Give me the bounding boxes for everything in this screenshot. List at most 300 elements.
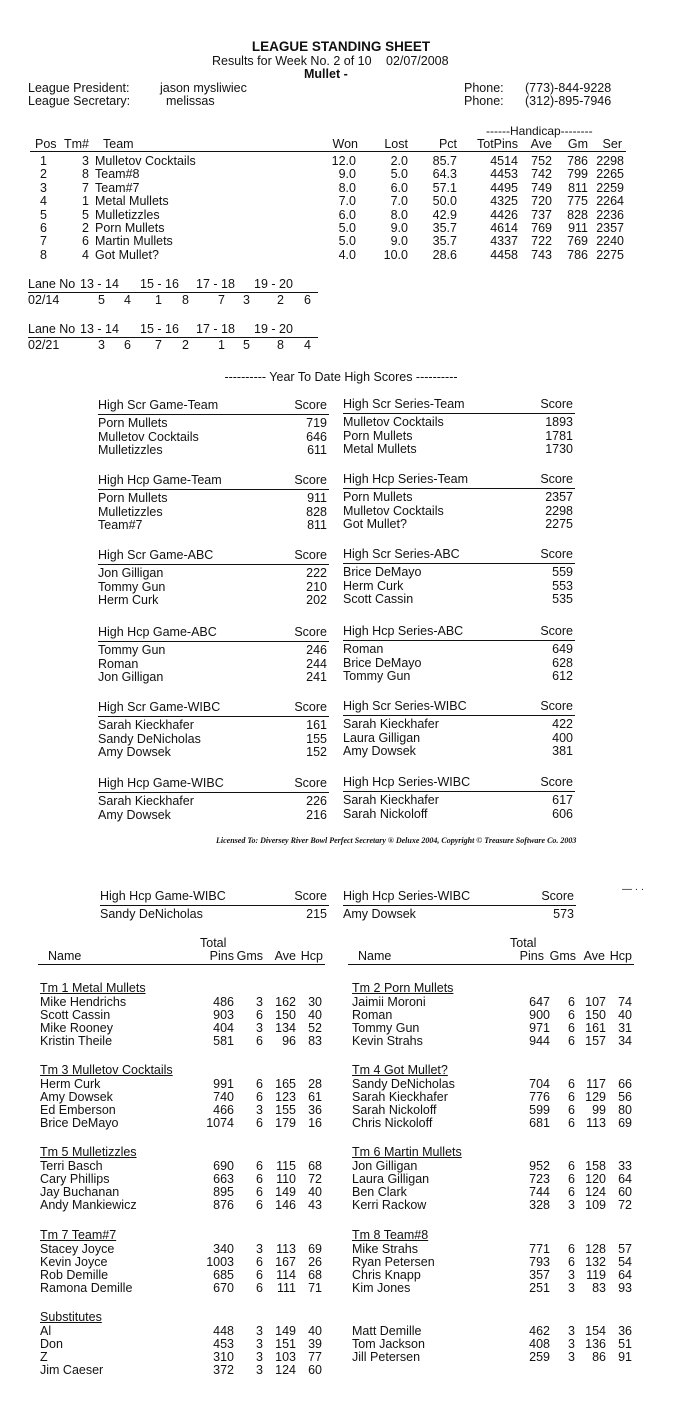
right-player-stat: 69 xyxy=(618,1116,632,1130)
secretary-label: League Secretary: xyxy=(28,94,131,108)
right-player-name: Matt Demille xyxy=(352,1324,422,1338)
right-player-stat: 124 xyxy=(585,1185,606,1199)
left-player-stat: 149 xyxy=(275,1185,296,1199)
right-player-stat: 6 xyxy=(568,1159,575,1173)
ytd-score-label: Score xyxy=(540,699,573,713)
left-player-stat: 3 xyxy=(256,1324,263,1338)
lane-no-label: Lane No xyxy=(28,277,76,291)
ytd-score: 628 xyxy=(552,655,573,670)
standings-pos: 7 xyxy=(40,234,47,249)
ytd-name: Herm Curk xyxy=(343,578,404,593)
ytd-name: Brice DeMayo xyxy=(343,655,422,670)
ytd-title: ---------- Year To Date High Scores ---------- xyxy=(224,370,458,384)
ytd-title-right: High Scr Series-WIBC xyxy=(343,699,467,713)
ytd-title-right: High Scr Series-Team xyxy=(343,397,465,411)
right-player-stat: 119 xyxy=(586,1268,606,1282)
right-player-name: Mike Strahs xyxy=(352,1242,418,1256)
right-player-name: Sarah Kieckhafer xyxy=(352,1090,448,1104)
lane-team: 3 xyxy=(243,293,250,307)
left-player-name: Stacey Joyce xyxy=(40,1242,115,1256)
right-player-name: Kevin Strahs xyxy=(352,1034,423,1048)
standings-cell: 2240 xyxy=(596,234,624,249)
ytd-rule xyxy=(98,414,329,415)
standings-cell: 799 xyxy=(567,167,588,182)
left-player-stat: 581 xyxy=(213,1034,234,1048)
ytd-score-label: Score xyxy=(540,624,573,638)
left-player-stat: 6 xyxy=(256,1077,263,1091)
standings-cell: 752 xyxy=(531,154,552,168)
ytd-rule xyxy=(98,564,329,565)
standings-team-num: 7 xyxy=(82,180,89,195)
ytd-name: Mulletov Cocktails xyxy=(343,503,444,518)
left-player-stat: 685 xyxy=(213,1268,234,1282)
ytd-score: 202 xyxy=(306,593,327,608)
right-player-stat: 681 xyxy=(529,1116,550,1130)
left-name-header: Name xyxy=(48,949,82,963)
right-player-stat: 704 xyxy=(529,1077,550,1091)
right-player-name: Ben Clark xyxy=(352,1185,407,1199)
left-player-stat: 115 xyxy=(276,1159,296,1173)
phone-label-1: Phone: xyxy=(464,81,504,95)
page-mark: — · · xyxy=(622,884,645,895)
right-player-stat: 6 xyxy=(568,1255,575,1269)
standings-team-name: Porn Mullets xyxy=(95,221,165,235)
ytd-score-label: Score xyxy=(540,775,573,789)
standings-team-num: 5 xyxy=(82,207,89,222)
ytd-score-label: Score xyxy=(294,548,327,562)
left-player-stat: 40 xyxy=(308,1324,322,1338)
lane-date: 02/21 xyxy=(28,338,60,352)
right-player-stat: 93 xyxy=(618,1281,632,1295)
league-name: Mullet - xyxy=(304,67,348,81)
right-player-name: Laura Gilligan xyxy=(352,1172,430,1186)
left-player-name: Rob Demille xyxy=(40,1268,109,1282)
handicap-label: ------Handicap-------- xyxy=(486,124,593,138)
right-player-stat: 154 xyxy=(585,1324,606,1338)
left-player-stat: 991 xyxy=(213,1077,234,1091)
left-player-name: Kristin Theile xyxy=(40,1034,113,1048)
left-gms-header: Gms xyxy=(236,949,263,963)
right-player-stat: 36 xyxy=(618,1324,632,1338)
left-player-stat: 28 xyxy=(308,1077,322,1091)
right-player-stat: 723 xyxy=(529,1172,550,1186)
ytd-score-label: Score xyxy=(294,625,327,639)
standings-cell: 35.7 xyxy=(432,221,457,235)
left-player-stat: 6 xyxy=(256,1281,263,1295)
lane-pair-header: 17 - 18 xyxy=(196,277,235,291)
standings-team-num: 6 xyxy=(82,234,89,249)
left-player-name: Cary Phillips xyxy=(40,1172,110,1186)
right-player-stat: 54 xyxy=(618,1255,632,1269)
standings-cell: 737 xyxy=(531,207,552,222)
ytd-name: Jon Gilligan xyxy=(98,566,164,580)
right-team-title: Tm 4 Got Mullet? xyxy=(352,1063,448,1077)
right-team-title: Tm 6 Martin Mullets xyxy=(352,1145,462,1159)
standings-cell: 2264 xyxy=(596,194,624,209)
right-player-name: Tommy Gun xyxy=(352,1021,420,1035)
left-player-stat: 69 xyxy=(308,1242,322,1256)
left-player-stat: 670 xyxy=(213,1281,234,1295)
lane-team: 3 xyxy=(98,338,105,352)
lane-team: 6 xyxy=(124,338,131,352)
right-player-stat: 357 xyxy=(529,1268,550,1282)
right-team-title: Tm 2 Porn Mullets xyxy=(352,981,454,995)
ytd-score: 2357 xyxy=(545,490,573,504)
left-player-stat: 165 xyxy=(275,1077,296,1091)
right-player-stat: 57 xyxy=(618,1242,632,1256)
lane-pair-header: 13 - 14 xyxy=(80,277,119,291)
right-player-stat: 91 xyxy=(618,1350,632,1364)
ytd-title-left: High Scr Game-ABC xyxy=(98,548,214,562)
right-player-stat: 6 xyxy=(568,1008,575,1022)
ytd-name: Amy Dowsek xyxy=(98,745,171,760)
standings-cell: 64.3 xyxy=(432,167,457,182)
ytd-score: 535 xyxy=(552,592,573,607)
ytd-name: Herm Curk xyxy=(98,593,159,608)
left-player-stat: 1074 xyxy=(206,1116,234,1130)
ytd-name: Sarah Nickoloff xyxy=(343,806,428,821)
standings-cell: 4.0 xyxy=(338,247,356,262)
standings-team-name: Team#7 xyxy=(95,180,140,195)
right-player-stat: 117 xyxy=(586,1077,606,1091)
right-player-name: Sandy DeNicholas xyxy=(352,1077,455,1091)
right-player-stat: 80 xyxy=(618,1103,632,1117)
ytd-score-label: Score xyxy=(294,473,327,487)
right-player-stat: 3 xyxy=(568,1198,575,1212)
standings-cell: 4337 xyxy=(490,234,518,249)
right-player-name: Roman xyxy=(352,1008,393,1022)
ytd-score: 2275 xyxy=(545,517,573,532)
right-player-stat: 6 xyxy=(568,1116,575,1130)
right-player-stat: 944 xyxy=(529,1034,550,1048)
right-player-stat: 6 xyxy=(568,1185,575,1199)
left-player-stat: 6 xyxy=(256,1268,263,1282)
ytd-score: 152 xyxy=(306,745,327,760)
right-player-stat: 64 xyxy=(618,1268,632,1282)
ytd-name: Mulletizzles xyxy=(98,443,163,458)
left-player-name: Mike Rooney xyxy=(40,1021,113,1035)
left-player-stat: 150 xyxy=(275,1008,296,1022)
right-player-stat: 83 xyxy=(592,1281,606,1295)
left-player-stat: 6 xyxy=(256,1185,263,1199)
right-player-stat: 6 xyxy=(568,1103,575,1117)
right-player-stat: 157 xyxy=(585,1034,606,1048)
right-player-stat: 132 xyxy=(585,1255,606,1269)
right-player-stat: 56 xyxy=(618,1090,632,1104)
ytd-score: 611 xyxy=(307,443,327,458)
left-player-name: Jim Caeser xyxy=(40,1363,104,1377)
standings-cell: 5.0 xyxy=(390,167,408,182)
ytd-name: Amy Dowsek xyxy=(98,807,171,822)
right-player-stat: 150 xyxy=(585,1008,606,1022)
left-player-stat: 372 xyxy=(213,1363,234,1377)
ytd-name: Porn Mullets xyxy=(343,428,413,443)
left-player-stat: 96 xyxy=(282,1034,296,1048)
left-player-stat: 3 xyxy=(256,1337,263,1351)
ytd-name: Scott Cassin xyxy=(343,592,414,607)
standings-pos: 4 xyxy=(40,194,47,209)
right-player-stat: 251 xyxy=(529,1281,550,1295)
left-player-stat: 68 xyxy=(308,1159,322,1173)
left-player-stat: 26 xyxy=(308,1255,322,1269)
left-player-stat: 149 xyxy=(275,1324,296,1338)
right-player-stat: 6 xyxy=(568,1242,575,1256)
ytd-score: 646 xyxy=(306,429,327,444)
standings-cell: 2.0 xyxy=(390,154,408,168)
lane-team: 5 xyxy=(243,338,250,352)
ytd-rule xyxy=(343,413,575,414)
right-gms-header: Gms xyxy=(549,949,576,963)
left-player-stat: 72 xyxy=(308,1172,322,1186)
right-player-stat: 3 xyxy=(568,1324,575,1338)
ytd-name: Mulletov Cocktails xyxy=(343,415,444,429)
right-player-name: Chris Knapp xyxy=(352,1268,421,1282)
left-player-name: Z xyxy=(40,1350,48,1364)
right-player-stat: 6 xyxy=(568,1172,575,1186)
right-player-stat: 86 xyxy=(592,1350,606,1364)
right-ave-header: Ave xyxy=(583,949,605,963)
right-player-name: Kim Jones xyxy=(352,1281,411,1295)
lane-team: 2 xyxy=(182,338,189,352)
left-player-stat: 134 xyxy=(275,1021,296,1035)
left-player-name: Scott Cassin xyxy=(40,1008,111,1022)
standings-pos: 1 xyxy=(40,154,47,168)
president-name: jason mysliwiec xyxy=(160,81,247,95)
right-player-stat: 64 xyxy=(618,1172,632,1186)
lane-team: 4 xyxy=(124,293,131,307)
lane-pair-header: 13 - 14 xyxy=(80,322,119,336)
ytd-title-p2-left: High Hcp Game-WIBC xyxy=(100,889,226,903)
right-player-stat: 161 xyxy=(585,1021,606,1035)
right-player-stat: 34 xyxy=(618,1034,632,1048)
left-player-name: Amy Dowsek xyxy=(40,1090,113,1104)
right-player-stat: 6 xyxy=(568,995,575,1009)
right-player-name: Kerri Rackow xyxy=(352,1198,427,1212)
right-player-stat: 971 xyxy=(529,1021,550,1035)
right-player-stat: 107 xyxy=(585,995,606,1009)
ytd-score: 719 xyxy=(306,416,327,430)
lane-pair-header: 19 - 20 xyxy=(254,322,293,336)
ytd-score: 573 xyxy=(553,907,574,921)
ytd-score-label: Score xyxy=(540,547,573,561)
results-date: 02/07/2008 xyxy=(386,54,449,68)
standings-team-name: Team#8 xyxy=(95,167,140,182)
left-player-stat: 6 xyxy=(256,1198,263,1212)
right-player-stat: 462 xyxy=(529,1324,550,1338)
left-player-stat: 71 xyxy=(308,1281,322,1295)
standings-cell: 4453 xyxy=(490,167,518,182)
left-team-title: Tm 7 Team#7 xyxy=(40,1228,117,1242)
col-header-ave: Ave xyxy=(530,137,552,151)
right-player-stat: 72 xyxy=(618,1198,632,1212)
ytd-score: 649 xyxy=(552,642,573,656)
standings-cell: 743 xyxy=(531,247,552,262)
ytd-score-label: Score xyxy=(294,776,327,790)
left-ave-header: Ave xyxy=(274,949,296,963)
left-team-title: Substitutes xyxy=(40,1310,102,1324)
ytd-name: Brice DeMayo xyxy=(343,565,422,579)
right-player-name: Jaimii Moroni xyxy=(352,995,426,1009)
left-team-title: Tm 3 Mulletov Cocktails xyxy=(40,1063,173,1077)
left-player-stat: 162 xyxy=(275,995,296,1009)
ytd-name: Tommy Gun xyxy=(98,643,166,657)
ytd-score: 1730 xyxy=(545,442,573,457)
left-player-stat: 690 xyxy=(213,1159,234,1173)
ytd-name: Sarah Kieckhafer xyxy=(343,717,439,731)
left-player-stat: 36 xyxy=(308,1103,322,1117)
left-player-stat: 3 xyxy=(256,1350,263,1364)
left-player-stat: 3 xyxy=(256,1242,263,1256)
left-player-stat: 6 xyxy=(256,1008,263,1022)
col-header-won: Won xyxy=(332,137,358,151)
standings-cell: 8.0 xyxy=(338,180,356,195)
phone-2: (312)-895-7946 xyxy=(525,94,612,108)
right-player-stat: 900 xyxy=(529,1008,550,1022)
left-player-stat: 903 xyxy=(213,1008,234,1022)
lane-rule xyxy=(28,337,318,338)
standings-team-name: Metal Mullets xyxy=(95,194,169,209)
ytd-name: Laura Gilligan xyxy=(343,730,421,745)
right-player-stat: 6 xyxy=(568,1034,575,1048)
ytd-title-left: High Hcp Game-ABC xyxy=(98,625,217,639)
ytd-rule xyxy=(98,489,329,490)
left-player-name: Brice DeMayo xyxy=(40,1116,119,1130)
page-title: LEAGUE STANDING SHEET xyxy=(251,39,431,54)
ytd-score: 226 xyxy=(306,794,327,808)
ytd-score: 422 xyxy=(552,717,573,731)
right-player-stat: 6 xyxy=(568,1077,575,1091)
ytd-name: Mulletov Cocktails xyxy=(98,429,199,444)
standings-cell: 4514 xyxy=(490,154,518,168)
ytd-score: 241 xyxy=(306,670,327,685)
standings-cell: 2298 xyxy=(596,154,624,168)
right-player-name: Chris Nickoloff xyxy=(352,1116,433,1130)
col-header-pct: Pct xyxy=(438,137,457,151)
left-player-stat: 340 xyxy=(213,1242,234,1256)
left-player-name: Andy Mankiewicz xyxy=(40,1198,137,1212)
standings-cell: 2275 xyxy=(596,247,624,262)
col-header-gm: Gm xyxy=(567,137,588,151)
right-player-stat: 6 xyxy=(568,1090,575,1104)
standings-cell: 7.0 xyxy=(390,194,408,209)
standings-cell: 28.6 xyxy=(432,247,457,262)
left-player-stat: 179 xyxy=(275,1116,296,1130)
right-player-stat: 328 xyxy=(529,1198,550,1212)
lane-team: 1 xyxy=(218,338,225,352)
lane-team: 5 xyxy=(98,293,105,307)
lane-pair-header: 15 - 16 xyxy=(140,277,179,291)
right-header-rule xyxy=(348,964,634,965)
ytd-score: 215 xyxy=(306,907,327,921)
ytd-name: Amy Dowsek xyxy=(343,907,416,921)
standings-team-num: 3 xyxy=(82,154,89,168)
left-player-stat: 77 xyxy=(308,1350,322,1364)
ytd-title-right: High Hcp Series-ABC xyxy=(343,624,464,638)
left-player-stat: 404 xyxy=(213,1021,234,1035)
standings-header-rule xyxy=(30,151,626,152)
col-header-lost: Lost xyxy=(384,137,408,151)
right-player-stat: 3 xyxy=(568,1350,575,1364)
right-player-stat: 744 xyxy=(529,1185,550,1199)
standings-cell: 769 xyxy=(531,221,552,235)
left-player-name: Ed Emberson xyxy=(40,1103,116,1117)
ytd-title-p2-right: High Hcp Series-WIBC xyxy=(343,889,471,903)
ytd-score: 617 xyxy=(552,793,573,807)
ytd-rule xyxy=(343,640,575,641)
standings-cell: 9.0 xyxy=(390,221,408,235)
ytd-name: Jon Gilligan xyxy=(98,670,164,685)
standings-team-name: Mulletizzles xyxy=(95,207,160,222)
left-player-stat: 60 xyxy=(308,1363,322,1377)
standings-team-num: 2 xyxy=(82,221,89,235)
standings-cell: 57.1 xyxy=(432,180,457,195)
standings-cell: 786 xyxy=(567,247,588,262)
lane-pair-header: 17 - 18 xyxy=(196,322,235,336)
right-pins-header: Pins xyxy=(519,949,544,963)
ytd-score: 216 xyxy=(306,807,327,822)
standings-pos: 5 xyxy=(40,207,47,222)
left-player-stat: 123 xyxy=(275,1090,296,1104)
ytd-score: 612 xyxy=(552,669,573,684)
lane-team: 7 xyxy=(155,338,162,352)
standings-cell: 749 xyxy=(531,180,552,195)
ytd-score: 2298 xyxy=(545,503,573,518)
standings-cell: 2357 xyxy=(596,221,624,235)
standings-cell: 85.7 xyxy=(432,154,457,168)
left-player-stat: 124 xyxy=(275,1363,296,1377)
lane-date: 02/14 xyxy=(28,293,60,307)
lane-team: 1 xyxy=(155,293,162,307)
lane-team: 8 xyxy=(182,293,189,307)
ytd-title-right: High Hcp Series-Team xyxy=(343,472,469,486)
ytd-rule xyxy=(343,715,575,716)
right-player-name: Sarah Nickoloff xyxy=(352,1103,437,1117)
ytd-rule xyxy=(98,641,329,642)
col-header-tmnum: Tm# xyxy=(64,137,89,151)
left-player-stat: 3 xyxy=(256,1021,263,1035)
right-player-name: Tom Jackson xyxy=(352,1337,425,1351)
results-label: Results for Week No. 2 of 10 xyxy=(212,54,372,68)
standings-cell: 9.0 xyxy=(390,234,408,249)
left-player-name: Kevin Joyce xyxy=(40,1255,108,1269)
right-player-stat: 99 xyxy=(592,1103,606,1117)
right-player-stat: 109 xyxy=(585,1198,606,1212)
left-team-title: Tm 5 Mulletizzles xyxy=(40,1145,137,1159)
ytd-score: 155 xyxy=(306,731,327,746)
left-player-stat: 3 xyxy=(256,1363,263,1377)
ytd-score: 246 xyxy=(306,643,327,657)
lane-team: 7 xyxy=(218,293,225,307)
ytd-score: 911 xyxy=(307,491,327,505)
standings-cell: 828 xyxy=(567,207,588,222)
standings-cell: 7.0 xyxy=(338,194,356,209)
ytd-score-label: Score xyxy=(294,398,327,412)
right-player-stat: 158 xyxy=(585,1159,606,1173)
ytd-rule xyxy=(100,905,329,906)
left-player-stat: 3 xyxy=(256,995,263,1009)
ytd-name: Got Mullet? xyxy=(343,517,407,532)
right-player-stat: 647 xyxy=(529,995,550,1009)
right-player-stat: 129 xyxy=(585,1090,606,1104)
left-player-stat: 6 xyxy=(256,1090,263,1104)
standings-cell: 42.9 xyxy=(432,207,457,222)
right-player-stat: 113 xyxy=(586,1116,606,1130)
left-player-stat: 486 xyxy=(213,995,234,1009)
ytd-name: Mulletizzles xyxy=(98,504,163,519)
ytd-score: 553 xyxy=(552,578,573,593)
right-player-stat: 952 xyxy=(529,1159,550,1173)
standings-cell: 2236 xyxy=(596,207,624,222)
